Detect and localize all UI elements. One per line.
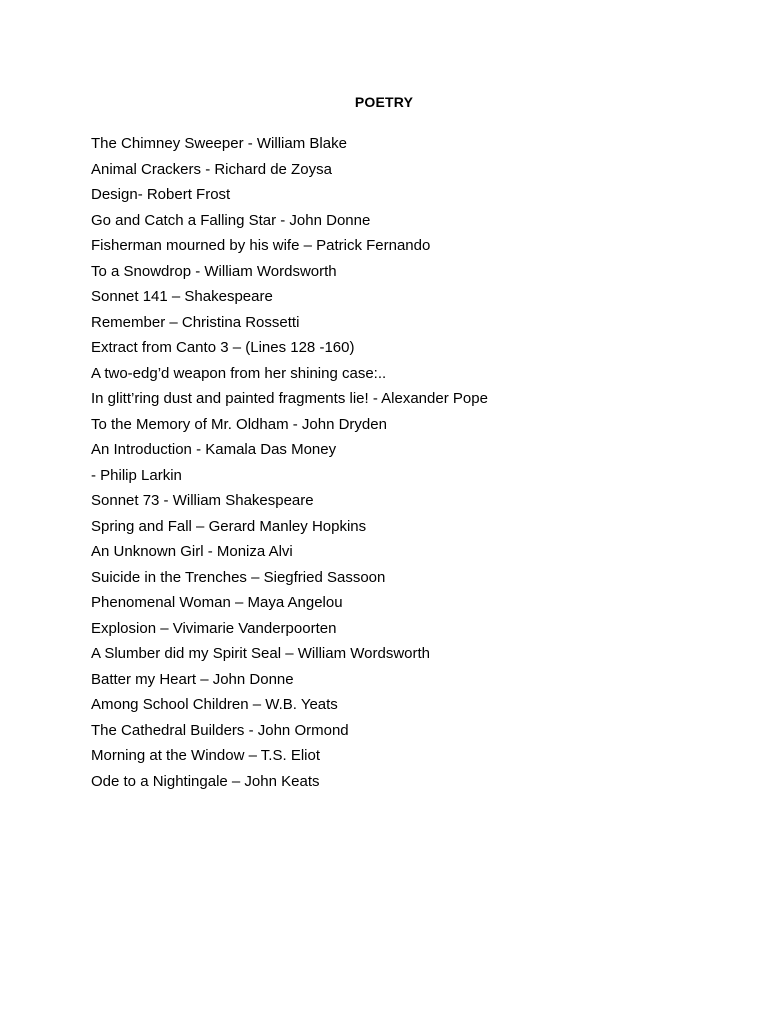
list-item: A two-edg’d weapon from her shining case:.. (91, 364, 387, 382)
list-item: To a Snowdrop - William Wordsworth (91, 262, 337, 280)
list-item: In glitt’ring dust and painted fragments lie! - Alexander Pope (91, 390, 488, 407)
list-item: Among School Children – W.B. Yeats (91, 696, 338, 713)
list-item: An Unknown Girl - Moniza Alvi (91, 543, 293, 560)
list-item: Morning at the Window – T.S. Eliot (91, 747, 320, 764)
list-item: A Slumber did my Spirit Seal – William Wordsworth (91, 645, 430, 662)
list-item: Spring and Fall – Gerard Manley Hopkins (91, 517, 367, 535)
list-item: Animal Crackers - Richard de Zoysa (91, 160, 332, 178)
list-item: Batter my Heart – John Donne (91, 670, 294, 688)
page-title: POETRY (354, 94, 414, 110)
list-item: Fisherman mourned by his wife – Patrick Fernando (91, 237, 431, 254)
list-item: Explosion – Vivimarie Vanderpoorten (91, 619, 337, 637)
list-item: Remember – Christina Rossetti (91, 313, 300, 331)
list-item: Phenomenal Woman – Maya Angelou (91, 594, 343, 611)
list-item: The Cathedral Builders - John Ormond (91, 721, 349, 739)
list-item: Go and Catch a Falling Star - John Donne (91, 211, 371, 229)
list-item: Sonnet 73 - William Shakespeare (91, 492, 314, 509)
list-item: Suicide in the Trenches – Siegfried Sassoon (91, 568, 386, 586)
list-item: Ode to a Nightingale – John Keats (91, 772, 320, 790)
list-item: To the Memory of Mr. Oldham - John Dryden (91, 415, 387, 433)
list-item: Design- Robert Frost (91, 186, 231, 203)
list-item: The Chimney Sweeper - William Blake (91, 135, 347, 152)
list-item: - Philip Larkin (91, 466, 182, 484)
list-item: Sonnet 141 – Shakespeare (91, 288, 273, 305)
poem-list (91, 131, 488, 794)
list-item: Extract from Canto 3 – (Lines 128 -160) (91, 339, 355, 356)
list-item: An Introduction - Kamala Das Money (91, 441, 337, 458)
